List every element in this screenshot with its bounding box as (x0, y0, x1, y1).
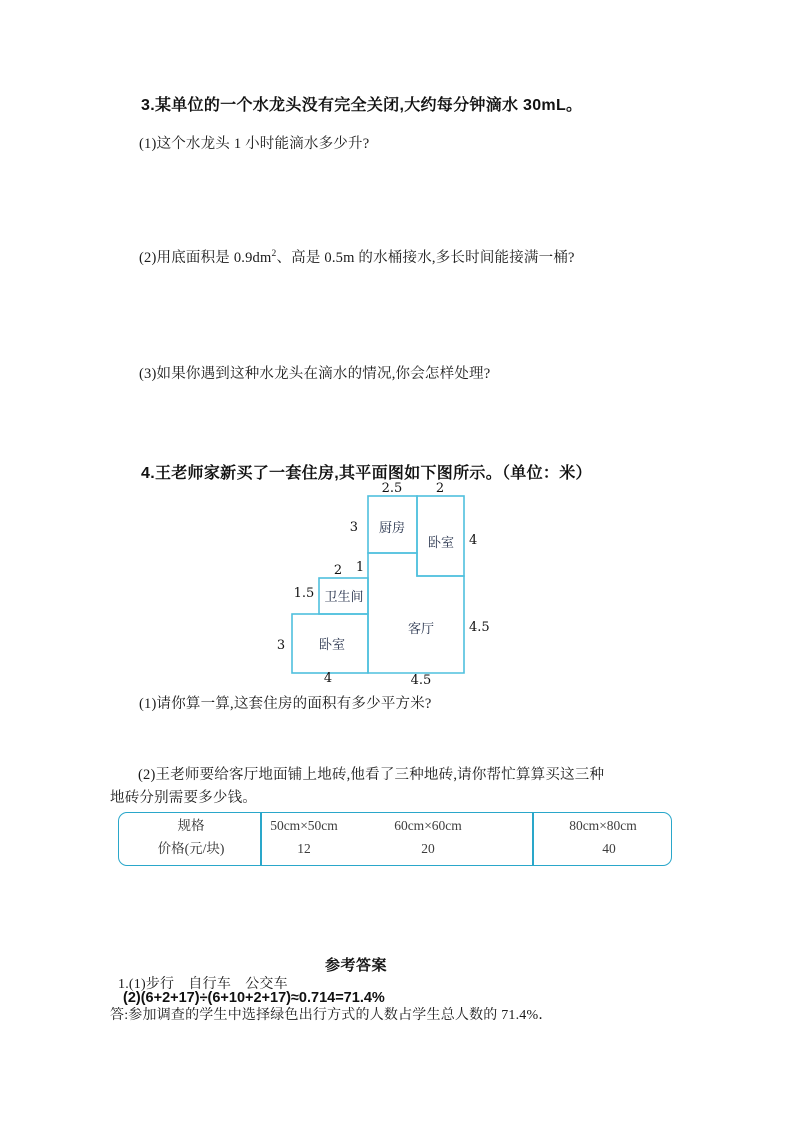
dimension-label: 3 (349, 520, 358, 535)
room-name-label: 卧室 (318, 637, 346, 652)
dimension-label: 2.5 (381, 481, 403, 496)
question-3-part-2-text-rest: 、高是 0.5m 的水桶接水,多长时间能接满一桶? (276, 249, 575, 266)
table-header-price: 价格(元/块) (157, 841, 225, 856)
room-name-label: 卧室 (427, 535, 455, 550)
dimension-label: 2 (435, 481, 445, 496)
answer-line-3: 答:参加调查的学生中选择绿色出行方式的人数占学生总人数的 71.4%． (110, 1008, 553, 1023)
table-price-2: 20 (421, 841, 435, 856)
answer-line-1: 1.(1)步行 自行车 公交车 (118, 977, 288, 992)
dimension-label: 1.5 (293, 586, 315, 601)
tile-price-table (118, 812, 672, 866)
question-3-part-1: (1)这个水龙头 1 小时能滴水多少升? (139, 136, 370, 152)
room-name-label: 厨房 (378, 520, 406, 535)
dimension-label: 4.5 (410, 673, 432, 688)
squared-superscript: 2 (271, 249, 277, 259)
question-3-part-2 (139, 245, 575, 267)
dimension-label: 4 (323, 671, 333, 686)
dimension-label: 4.5 (469, 620, 490, 635)
dimension-label: 2 (333, 563, 343, 578)
table-price-1: 12 (297, 841, 311, 856)
question-3-part-3: (3)如果你遇到这种水龙头在滴水的情况,你会怎样处理? (139, 366, 491, 382)
answers-title: 参考答案 (325, 957, 388, 974)
dimension-label: 1 (355, 560, 365, 575)
question-3-part-2-text: (2)用底面积是 0.9dm (139, 249, 272, 266)
table-spec-1: 50cm×50cm (270, 818, 338, 833)
table-divider-2 (532, 813, 534, 865)
dimension-label: 4 (469, 533, 478, 548)
floor-plan-diagram (270, 480, 490, 695)
question-4-part-1: (1)请你算一算,这套住房的面积有多少平方米? (139, 696, 432, 712)
table-header-spec: 规格 (177, 818, 205, 833)
question-3-title: 3.某单位的一个水龙头没有完全关闭,大约每分钟滴水 30mL。 (141, 97, 583, 114)
answer-line-2: (2)(6+2+17)÷(6+10+2+17)≈0.714=71.4% (123, 990, 385, 1006)
question-4-part-2-line-2: 地砖分别需要多少钱。 (110, 790, 257, 806)
dimension-label: 3 (276, 638, 286, 653)
question-4-part-2-line-1: (2)王老师要给客厅地面铺上地砖,他看了三种地砖,请你帮忙算算买这三种 (138, 767, 605, 783)
room-name-label: 卫生间 (324, 589, 364, 604)
table-spec-2: 60cm×60cm (394, 818, 462, 833)
table-spec-3: 80cm×80cm (569, 818, 637, 833)
table-price-3: 40 (602, 841, 616, 856)
table-divider-1 (260, 813, 262, 865)
question-4-title: 4.王老师家新买了一套住房,其平面图如下图所示。（单位：米） (141, 465, 592, 482)
room-name-label: 客厅 (407, 621, 435, 636)
room-shape (368, 553, 464, 673)
